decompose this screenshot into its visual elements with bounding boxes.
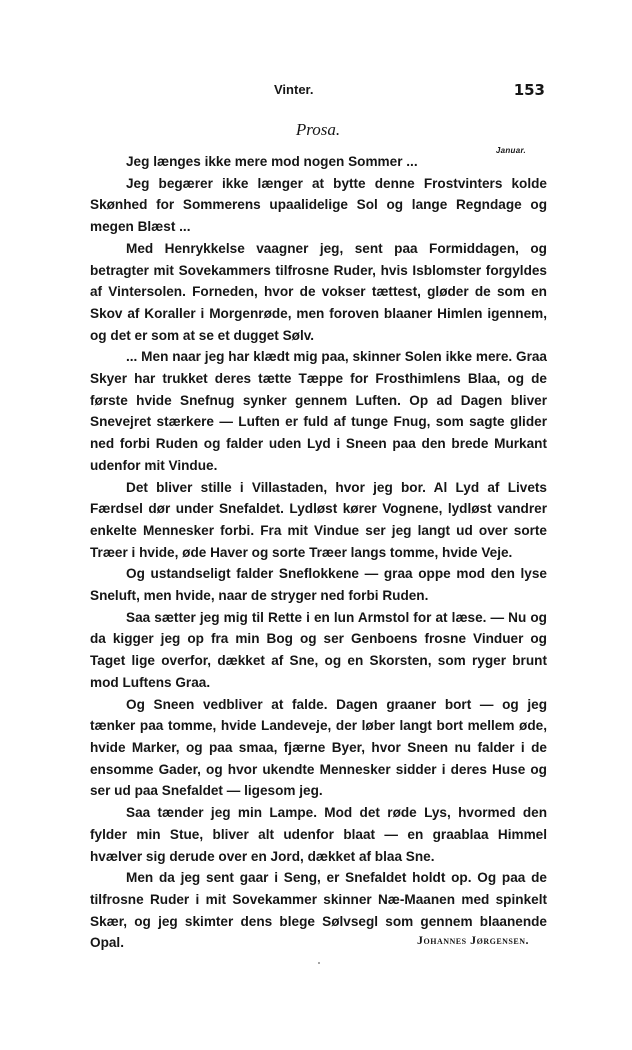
paragraph: Og ustandseligt falder Sneflokkene — graa oppe mod den lyse Sneluft, men hvide, naar de stryger ned forbi Ruden. [90,566,547,604]
paragraph: Men da jeg sent gaar i Seng, er Snefaldet holdt op. Og paa de tilfrosne Ruder i mit Sovekammer skinner Næ-Maanen med spinkelt Skær, og jeg skimter dens blege Sølvsegl som gennem blaanende Opal. [90,870,547,951]
print-speck [318,962,320,964]
author-signature: Johannes Jørgensen. [417,933,529,947]
page-number: 153 [513,81,545,99]
running-head [0,82,632,102]
paragraph: Jeg længes ikke mere mod nogen Sommer ... [126,154,418,169]
paragraph: Saa tænder jeg min Lampe. Mod det røde Lys, hvormed den fylder min Stue, bliver alt udenfor blaat — en graablaa Himmel hvælver sig derude over en Jord, dækket af blaa Sne. [90,805,547,864]
paragraph: Det bliver stille i Villastaden, hvor jeg bor. Al Lyd af Livets Færdsel dør under Snefaldet. Lydløst kører Vognene, lydløst vandrer enkelte Mennesker forbi. Fra mit Vindue ser jeg langt ud over sorte Træer i hvide, øde Haver og sorte Træer langs tomme, hvide Veje. [90,479,547,560]
paragraph: Jeg begærer ikke længer at bytte denne Frostvinters kolde Skønhed for Sommerens upaalidelige Sol og lange Regndage og megen Blæst ... [90,175,547,235]
paragraph: ... Men naar jeg har klædt mig paa, skinner Solen ikke mere. Graa Skyer har trukket deres tætte Tæppe for Frosthimlens Blaa, og de første hvide Snefnug synker gennem Luften. Op ad Dagen bliver Snevejret stærkere — Luften er fuld af tunge Fnug, som sagte glider ned forbi Ruden og falder uden Lyd i Sneen paa den brede Murkant udenfor mit Vindue. [90,349,547,473]
running-title: Vinter. [274,82,314,97]
paragraph: Med Henrykkelse vaagner jeg, sent paa Formiddagen, og betragter mit Sovekammers tilfrosne Ruder, hvis Isblomster forgyldes af Vintersolen. Forneden, hvor de vokser tættest, gløder de som en Skov af Koraller i Morgenrøde, men foroven blaaner Himlen igennem, og det er som at se et dugget Sølv. [90,240,547,343]
poem-title: Prosa. [295,120,341,139]
date-note: Januar. [495,146,526,155]
paragraph: Saa sætter jeg mig til Rette i en lun Armstol for at læse. — Nu og da kigger jeg op fra min Bog og ser Genboens frosne Vinduer og Taget lige overfor, dækket af Sne, og en Skorsten, som ryger brunt mod Luftens Graa. [90,609,547,690]
paragraph: Og Sneen vedbliver at falde. Dagen graaner bort — og jeg tænker paa tomme, hvide Landeveje, der løber langt bort mellem øde, hvide Marker, og paa smaa, fjærne Byer, hvor Sneen nu falder i de ensomme Gader, og hvor ukendte Mennesker sidder i deres Huse og ser ud paa Snefaldet — ligesom jeg. [90,696,547,799]
prose-body [90,151,547,954]
